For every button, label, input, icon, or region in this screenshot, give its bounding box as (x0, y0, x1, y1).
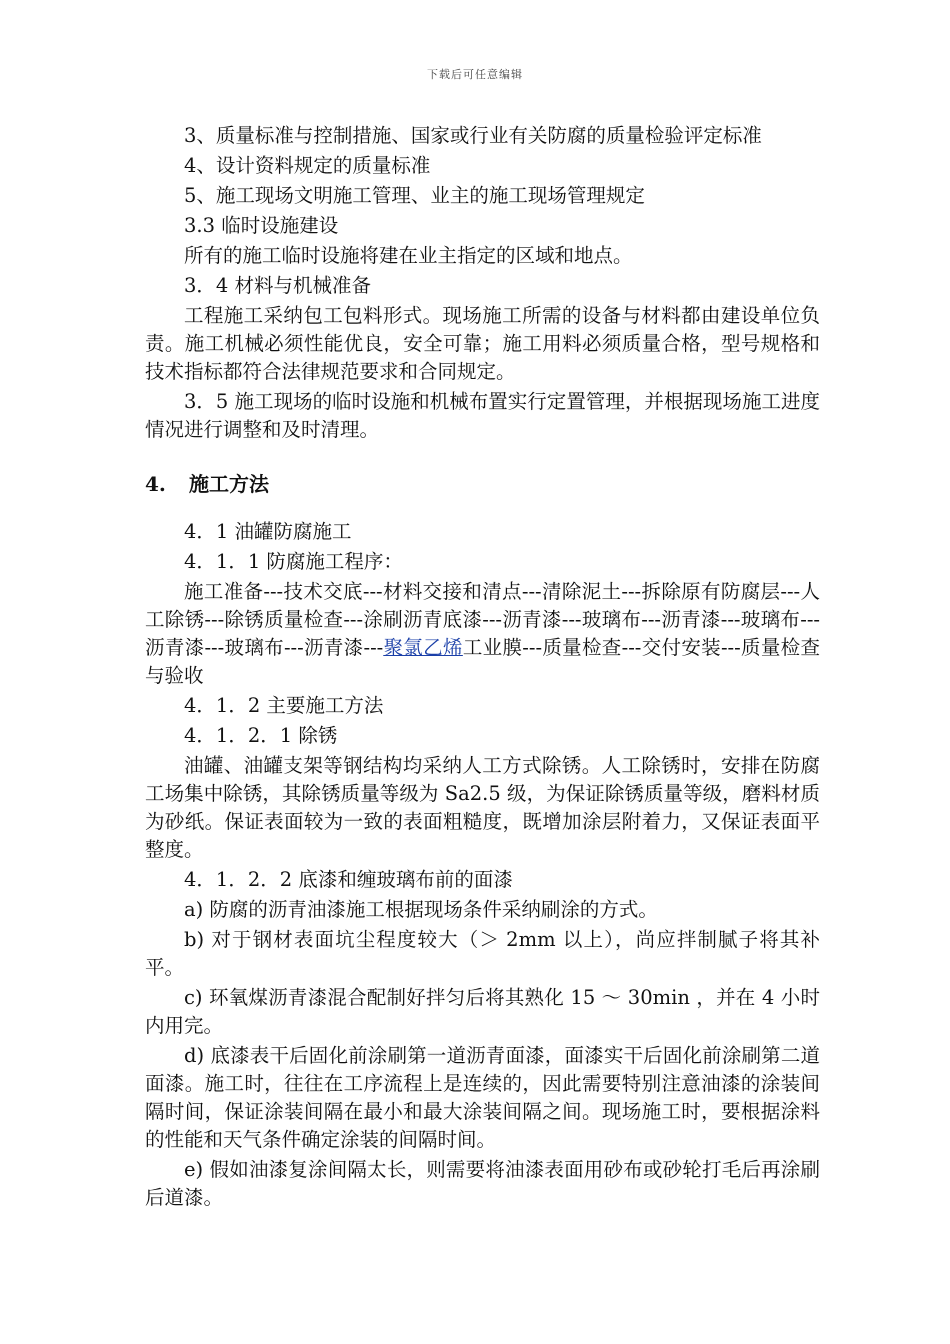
subheading-procedure: 4．1．1 防腐施工程序： (184, 550, 403, 573)
list-item-a: a) 防腐的沥青油漆施工根据现场条件采纳刷涂的方式。 (184, 898, 658, 921)
procedure-text-start: 施工准备---技术交底---材料交接和清点---清除泥土---拆除原有防腐层---人工除锈---除锈质量检查---涂刷沥青底漆---沥青漆---玻璃布---沥青漆---玻璃布---沥青漆---玻璃布---沥青漆--- (145, 580, 820, 659)
list-item-b: b) 对于钢材表面坑尘程度较大（＞ 2mm 以上），尚应拌制腻子将其补平。 (145, 928, 820, 979)
subheading-materials-machinery: 3．4 材料与机械准备 (184, 274, 372, 297)
procedure-text-end: 工业膜---质量检查---交付安装---质量检查与验收 (145, 636, 820, 687)
list-item-c: c) 环氧煤沥青漆混合配制好拌匀后将其熟化 15 ～ 30min ，并在 4 小时内用完。 (145, 986, 820, 1037)
pvc-link[interactable]: 聚氯乙烯 (383, 636, 463, 659)
paragraph-design-standards: 4、设计资料规定的质量标准 (184, 154, 431, 177)
subheading-temporary-facilities: 3.3 临时设施建设 (184, 214, 339, 237)
paragraph-site-layout: 3．5 施工现场的临时设施和机械布置实行定置管理，并根据现场施工进度情况进行调整和及时清理。 (145, 390, 820, 441)
list-item-d: d) 底漆表干后固化前涂刷第一道沥青面漆，面漆实干后固化前涂刷第二道面漆。施工时，往往在工序流程上是连续的，因此需要特别注意油漆的涂装间隔时间，保证涂装间隔在最小和最大涂装间隔之间。现场施工时，要根据涂料的性能和天气条件确定涂装的间隔时间。 (145, 1044, 820, 1151)
subheading-main-methods: 4．1．2 主要施工方法 (184, 694, 384, 717)
paragraph-rust-removal: 油罐、油罐支架等钢结构均采纳人工方式除锈。人工除锈时，安排在防腐工场集中除锈，其除锈质量等级为 Sa2.5 级，为保证除锈质量等级，磨料材质为砂纸。保证表面较为一致的表面粗糙度，既增加涂层附着力，又保证表面平整度。 (145, 754, 820, 861)
paragraph-quality-standards: 3、质量标准与控制措施、国家或行业有关防腐的质量检验评定标准 (184, 124, 762, 147)
section-title: 施工方法 (189, 472, 269, 496)
subheading-tank-anticorrosion: 4．1 油罐防腐施工 (184, 520, 352, 543)
paragraph-temporary-facilities: 所有的施工临时设施将建在业主指定的区域和地点。 (184, 244, 633, 267)
section-heading (145, 470, 820, 498)
subheading-primer: 4．1．2．2 底漆和缠玻璃布前的面漆 (184, 868, 513, 891)
paragraph-site-management: 5、施工现场文明施工管理、业主的施工现场管理规定 (184, 184, 645, 207)
list-item-e: e) 假如油漆复涂间隔太长，则需要将油漆表面用砂布或砂轮打毛后再涂刷后道漆。 (145, 1158, 820, 1209)
document-body (145, 122, 820, 1214)
section-number: 4. (145, 472, 166, 496)
page-header: 下载后可任意编辑 (427, 68, 523, 81)
paragraph-materials-machinery: 工程施工采纳包工包料形式。现场施工所需的设备与材料都由建设单位负责。施工机械必须性能优良，安全可靠；施工用料必须质量合格，型号规格和技术指标都符合法律规范要求和合同规定。 (145, 304, 820, 383)
paragraph-procedure (145, 578, 820, 690)
subheading-rust-removal: 4．1．2．1 除锈 (184, 724, 338, 747)
